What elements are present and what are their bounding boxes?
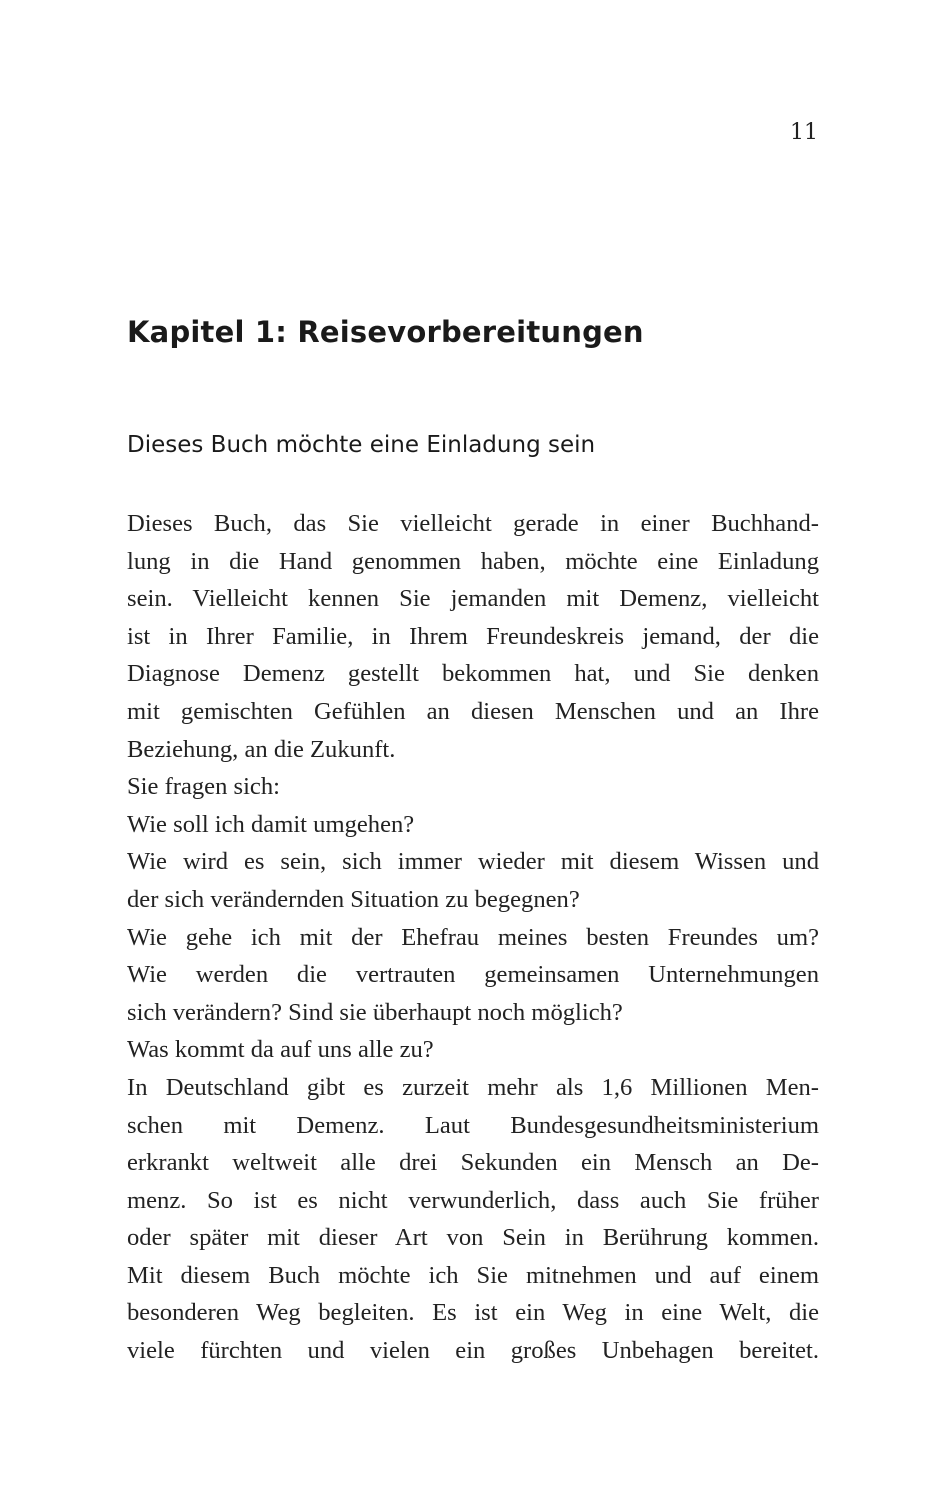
text-line: der sich verändernden Situation zu begegnen? (127, 885, 580, 913)
text-line: menz. So ist es nicht verwunderlich, dass auch Sie früher (127, 1186, 819, 1214)
text-line: Wie werden die vertrauten gemeinsamen Unternehmungen (127, 961, 819, 989)
chapter-title: Kapitel 1: Reisevorbereitungen (127, 315, 644, 349)
text-line: Mit diesem Buch möchte ich Sie mitnehmen und auf einem (127, 1261, 819, 1289)
text-line: sein. Vielleicht kennen Sie jemanden mit Demenz, vielleicht (127, 585, 819, 613)
text-line: viele fürchten und vielen ein großes Unbehagen bereitet. (127, 1337, 819, 1365)
text-line: Wie gehe ich mit der Ehefrau meines besten Freundes um? (127, 923, 819, 951)
text-line: ist in Ihrer Familie, in Ihrem Freundeskreis jemand, der die (127, 622, 819, 650)
text-line: Diagnose Demenz gestellt bekommen hat, und Sie denken (127, 660, 819, 688)
section-title: Dieses Buch möchte eine Einladung sein (127, 432, 596, 458)
text-line: Dieses Buch, das Sie vielleicht gerade in einer Buchhand- (127, 510, 819, 537)
text-line: oder später mit dieser Art von Sein in Berührung kommen. (127, 1224, 819, 1252)
text-line: Wie soll ich damit umgehen? (127, 810, 415, 838)
text-line: In Deutschland gibt es zurzeit mehr als 1,6 Millionen Men- (127, 1073, 819, 1101)
text-line: erkrankt weltweit alle drei Sekunden ein Mensch an De- (127, 1149, 819, 1177)
text-line: Sie fragen sich: (127, 773, 280, 801)
text-line: lung in die Hand genommen haben, möchte eine Einladung (127, 547, 819, 575)
text-line: Beziehung, an die Zukunft. (127, 735, 396, 763)
text-line: Was kommt da auf uns alle zu? (127, 1036, 434, 1064)
text-line: besonderen Weg begleiten. Es ist ein Weg in eine Welt, die (127, 1299, 819, 1327)
text-line: mit gemischten Gefühlen an diesen Menschen und an Ihre (127, 697, 819, 725)
text-line: schen mit Demenz. Laut Bundesgesundheitsministerium (127, 1111, 819, 1139)
page-number: 11 (790, 120, 818, 145)
text-line: sich verändern? Sind sie überhaupt noch möglich? (127, 998, 623, 1026)
text-line: Wie wird es sein, sich immer wieder mit diesem Wissen und (127, 848, 819, 876)
body-text (127, 505, 819, 1370)
